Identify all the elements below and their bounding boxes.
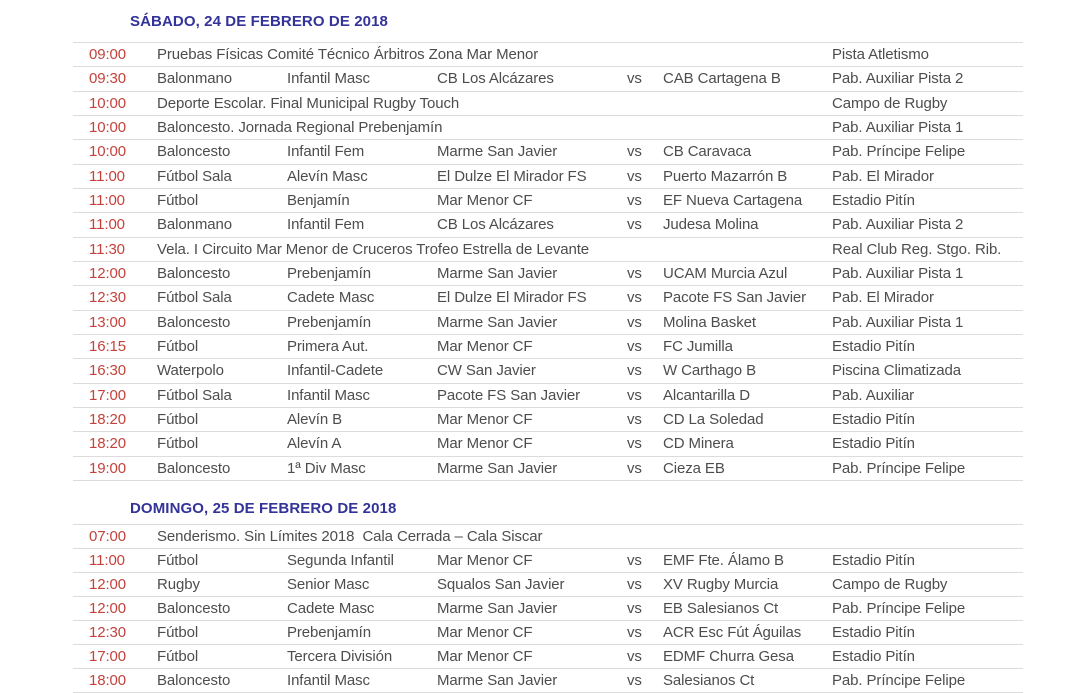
time-cell: 11:00 xyxy=(89,167,125,185)
home-team-cell: El Dulze El Mirador FS xyxy=(437,167,587,185)
event-title-cell: Pruebas Físicas Comité Técnico Árbitros Zona Mar Menor xyxy=(157,46,539,63)
time-cell: 12:30 xyxy=(89,289,127,307)
event-title-cell: Senderismo. Sin Límites 2018 Cala Cerrada – Cala Siscar xyxy=(157,528,543,545)
away-team-cell: Pacote FS San Javier xyxy=(663,289,807,307)
time-cell: 11:00 xyxy=(89,216,125,234)
sport-cell: Baloncesto xyxy=(157,264,231,282)
category-cell: Infantil Masc xyxy=(287,672,370,689)
venue-cell: Pab. Auxiliar Pista 1 xyxy=(832,264,964,282)
vs-label: vs xyxy=(627,672,642,689)
sport-cell: Fútbol xyxy=(157,648,199,665)
home-team-cell: Mar Menor CF xyxy=(437,337,533,355)
vs-label: vs xyxy=(627,552,642,569)
away-team-cell: Alcantarilla D xyxy=(663,386,750,404)
category-cell: Alevín Masc xyxy=(287,167,368,185)
away-team-cell: CD La Soledad xyxy=(663,410,764,428)
venue-cell: Piscina Climatizada xyxy=(832,362,961,380)
category-cell: Prebenjamín xyxy=(287,313,371,331)
schedule-row xyxy=(73,66,1023,90)
section-title-saturday: SÁBADO, 24 DE FEBRERO DE 2018 xyxy=(130,13,388,30)
schedule-row xyxy=(73,310,1023,334)
vs-label: vs xyxy=(627,410,642,428)
schedule-row xyxy=(73,644,1023,668)
venue-cell: Pab. Auxiliar Pista 1 xyxy=(832,313,964,331)
home-team-cell: Marme San Javier xyxy=(437,313,558,331)
home-team-cell: Marme San Javier xyxy=(437,264,558,282)
venue-cell: Estadio Pitín xyxy=(832,624,915,641)
schedule-row-event xyxy=(73,91,1023,115)
category-cell: Infantil Masc xyxy=(287,70,370,88)
schedule-row xyxy=(73,456,1023,480)
away-team-cell: EDMF Churra Gesa xyxy=(663,648,794,665)
home-team-cell: Squalos San Javier xyxy=(437,576,565,593)
sport-cell: Baloncesto xyxy=(157,600,231,617)
away-team-cell: CB Caravaca xyxy=(663,143,752,161)
vs-label: vs xyxy=(627,459,642,477)
schedule-row xyxy=(73,285,1023,309)
category-cell: Prebenjamín xyxy=(287,624,371,641)
venue-cell: Pab. Auxiliar Pista 1 xyxy=(832,118,964,136)
venue-cell: Real Club Reg. Stgo. Rib. xyxy=(832,240,1002,258)
event-title-cell: Vela. I Circuito Mar Menor de Cruceros Trofeo Estrella de Levante xyxy=(157,240,590,258)
schedule-row xyxy=(73,383,1023,407)
time-cell: 19:00 xyxy=(89,459,127,477)
away-team-cell: CAB Cartagena B xyxy=(663,70,781,88)
category-cell: Segunda Infantil xyxy=(287,552,394,569)
category-cell: Cadete Masc xyxy=(287,289,375,307)
away-team-cell: EB Salesianos Ct xyxy=(663,600,779,617)
category-cell: Prebenjamín xyxy=(287,264,371,282)
venue-cell: Estadio Pitín xyxy=(832,552,915,569)
away-team-cell: FC Jumilla xyxy=(663,337,733,355)
time-cell: 12:00 xyxy=(89,264,127,282)
schedule-row xyxy=(73,596,1023,620)
venue-cell: Estadio Pitín xyxy=(832,435,915,453)
away-team-cell: EMF Fte. Álamo B xyxy=(663,552,784,569)
time-cell: 18:20 xyxy=(89,435,127,453)
time-cell: 07:00 xyxy=(89,528,127,545)
sport-cell: Fútbol Sala xyxy=(157,167,232,185)
schedule-row xyxy=(73,334,1023,358)
category-cell: Infantil-Cadete xyxy=(287,362,384,380)
away-team-cell: UCAM Murcia Azul xyxy=(663,264,788,282)
sport-cell: Fútbol xyxy=(157,191,199,209)
venue-cell: Pab. Auxiliar Pista 2 xyxy=(832,216,964,234)
venue-cell: Campo de Rugby xyxy=(832,576,948,593)
sport-cell: Fútbol Sala xyxy=(157,289,232,307)
home-team-cell: Marme San Javier xyxy=(437,672,558,689)
category-cell: 1ª Div Masc xyxy=(287,459,366,477)
venue-cell: Estadio Pitín xyxy=(832,191,915,209)
time-cell: 11:00 xyxy=(89,552,125,569)
time-cell: 13:00 xyxy=(89,313,127,331)
venue-cell: Estadio Pitín xyxy=(832,337,915,355)
sport-cell: Baloncesto xyxy=(157,459,231,477)
category-cell: Infantil Fem xyxy=(287,143,365,161)
vs-label: vs xyxy=(627,167,642,185)
away-team-cell: Salesianos Ct xyxy=(663,672,755,689)
sport-cell: Fútbol xyxy=(157,552,199,569)
time-cell: 11:30 xyxy=(89,240,125,258)
time-cell: 10:00 xyxy=(89,94,127,112)
vs-label: vs xyxy=(627,289,642,307)
section-title-sunday: DOMINGO, 25 DE FEBRERO DE 2018 xyxy=(130,500,397,517)
schedule-row-event xyxy=(73,115,1023,139)
category-cell: Primera Aut. xyxy=(287,337,369,355)
home-team-cell: Mar Menor CF xyxy=(437,648,533,665)
vs-label: vs xyxy=(627,648,642,665)
vs-label: vs xyxy=(627,435,642,453)
saturday-schedule-table xyxy=(73,42,1023,481)
home-team-cell: CB Los Alcázares xyxy=(437,70,554,88)
home-team-cell: Mar Menor CF xyxy=(437,435,533,453)
away-team-cell: XV Rugby Murcia xyxy=(663,576,779,593)
venue-cell: Pab. Auxiliar Pista 2 xyxy=(832,70,964,88)
schedule-row xyxy=(73,668,1023,692)
away-team-cell: Cieza EB xyxy=(663,459,725,477)
vs-label: vs xyxy=(627,362,642,380)
schedule-row xyxy=(73,431,1023,455)
category-cell: Infantil Fem xyxy=(287,216,365,234)
venue-cell: Pab. Príncipe Felipe xyxy=(832,600,966,617)
event-title-cell: Baloncesto. Jornada Regional Prebenjamín xyxy=(157,118,443,136)
schedule-row xyxy=(73,261,1023,285)
schedule-row xyxy=(73,407,1023,431)
vs-label: vs xyxy=(627,70,642,88)
schedule-row xyxy=(73,139,1023,163)
category-cell: Senior Masc xyxy=(287,576,370,593)
home-team-cell: Mar Menor CF xyxy=(437,624,533,641)
schedule-row xyxy=(73,358,1023,382)
category-cell: Cadete Masc xyxy=(287,600,375,617)
vs-label: vs xyxy=(627,191,642,209)
schedule-row xyxy=(73,572,1023,596)
home-team-cell: CW San Javier xyxy=(437,362,536,380)
vs-label: vs xyxy=(627,600,642,617)
home-team-cell: El Dulze El Mirador FS xyxy=(437,289,587,307)
time-cell: 11:00 xyxy=(89,191,125,209)
schedule-row-event xyxy=(73,42,1023,66)
sport-cell: Waterpolo xyxy=(157,362,224,380)
time-cell: 12:30 xyxy=(89,624,127,641)
sport-cell: Balonmano xyxy=(157,70,232,88)
schedule-row xyxy=(73,188,1023,212)
sport-cell: Baloncesto xyxy=(157,143,231,161)
time-cell: 16:15 xyxy=(89,337,127,355)
away-team-cell: EF Nueva Cartagena xyxy=(663,191,803,209)
venue-cell: Pab. El Mirador xyxy=(832,167,934,185)
home-team-cell: Marme San Javier xyxy=(437,459,558,477)
time-cell: 10:00 xyxy=(89,118,127,136)
venue-cell: Pab. El Mirador xyxy=(832,289,934,307)
away-team-cell: W Carthago B xyxy=(663,362,757,380)
time-cell: 18:00 xyxy=(89,672,127,689)
away-team-cell: ACR Esc Fút Águilas xyxy=(663,624,802,641)
sport-cell: Baloncesto xyxy=(157,313,231,331)
home-team-cell: Pacote FS San Javier xyxy=(437,386,581,404)
schedule-row xyxy=(73,620,1023,644)
venue-cell: Campo de Rugby xyxy=(832,94,948,112)
vs-label: vs xyxy=(627,216,642,234)
home-team-cell: Mar Menor CF xyxy=(437,191,533,209)
vs-label: vs xyxy=(627,624,642,641)
sport-cell: Balonmano xyxy=(157,216,232,234)
sport-cell: Fútbol xyxy=(157,435,199,453)
schedule-row xyxy=(73,548,1023,572)
time-cell: 09:00 xyxy=(89,46,127,63)
vs-label: vs xyxy=(627,337,642,355)
home-team-cell: Mar Menor CF xyxy=(437,410,533,428)
home-team-cell: Mar Menor CF xyxy=(437,552,533,569)
venue-cell: Estadio Pitín xyxy=(832,648,915,665)
time-cell: 12:00 xyxy=(89,600,127,617)
venue-cell: Pab. Príncipe Felipe xyxy=(832,672,966,689)
venue-cell: Pab. Príncipe Felipe xyxy=(832,143,966,161)
time-cell: 10:00 xyxy=(89,143,127,161)
schedule-row-event xyxy=(73,237,1023,261)
home-team-cell: Marme San Javier xyxy=(437,143,558,161)
time-cell: 12:00 xyxy=(89,576,127,593)
venue-cell: Pab. Príncipe Felipe xyxy=(832,459,966,477)
sunday-schedule-table xyxy=(73,524,1023,693)
category-cell: Tercera División xyxy=(287,648,393,665)
away-team-cell: Puerto Mazarrón B xyxy=(663,167,788,185)
category-cell: Alevín A xyxy=(287,435,342,453)
sport-cell: Fútbol xyxy=(157,410,199,428)
sport-cell: Baloncesto xyxy=(157,672,231,689)
home-team-cell: CB Los Alcázares xyxy=(437,216,554,234)
time-cell: 16:30 xyxy=(89,362,127,380)
time-cell: 18:20 xyxy=(89,410,127,428)
away-team-cell: Molina Basket xyxy=(663,313,756,331)
schedule-row-event xyxy=(73,524,1023,548)
venue-cell: Pab. Auxiliar xyxy=(832,386,915,404)
schedule-row xyxy=(73,212,1023,236)
schedule-row xyxy=(73,164,1023,188)
event-title-cell: Deporte Escolar. Final Municipal Rugby Touch xyxy=(157,94,460,112)
time-cell: 17:00 xyxy=(89,386,127,404)
vs-label: vs xyxy=(627,313,642,331)
category-cell: Benjamín xyxy=(287,191,350,209)
category-cell: Infantil Masc xyxy=(287,386,370,404)
sport-cell: Rugby xyxy=(157,576,200,593)
vs-label: vs xyxy=(627,264,642,282)
home-team-cell: Marme San Javier xyxy=(437,600,558,617)
venue-cell: Pista Atletismo xyxy=(832,46,929,63)
vs-label: vs xyxy=(627,386,642,404)
vs-label: vs xyxy=(627,576,642,593)
venue-cell: Estadio Pitín xyxy=(832,410,915,428)
sport-cell: Fútbol xyxy=(157,624,199,641)
time-cell: 17:00 xyxy=(89,648,127,665)
time-cell: 09:30 xyxy=(89,70,127,88)
category-cell: Alevín B xyxy=(287,410,343,428)
sport-cell: Fútbol Sala xyxy=(157,386,232,404)
vs-label: vs xyxy=(627,143,642,161)
away-team-cell: Judesa Molina xyxy=(663,216,759,234)
away-team-cell: CD Minera xyxy=(663,435,734,453)
sport-cell: Fútbol xyxy=(157,337,199,355)
